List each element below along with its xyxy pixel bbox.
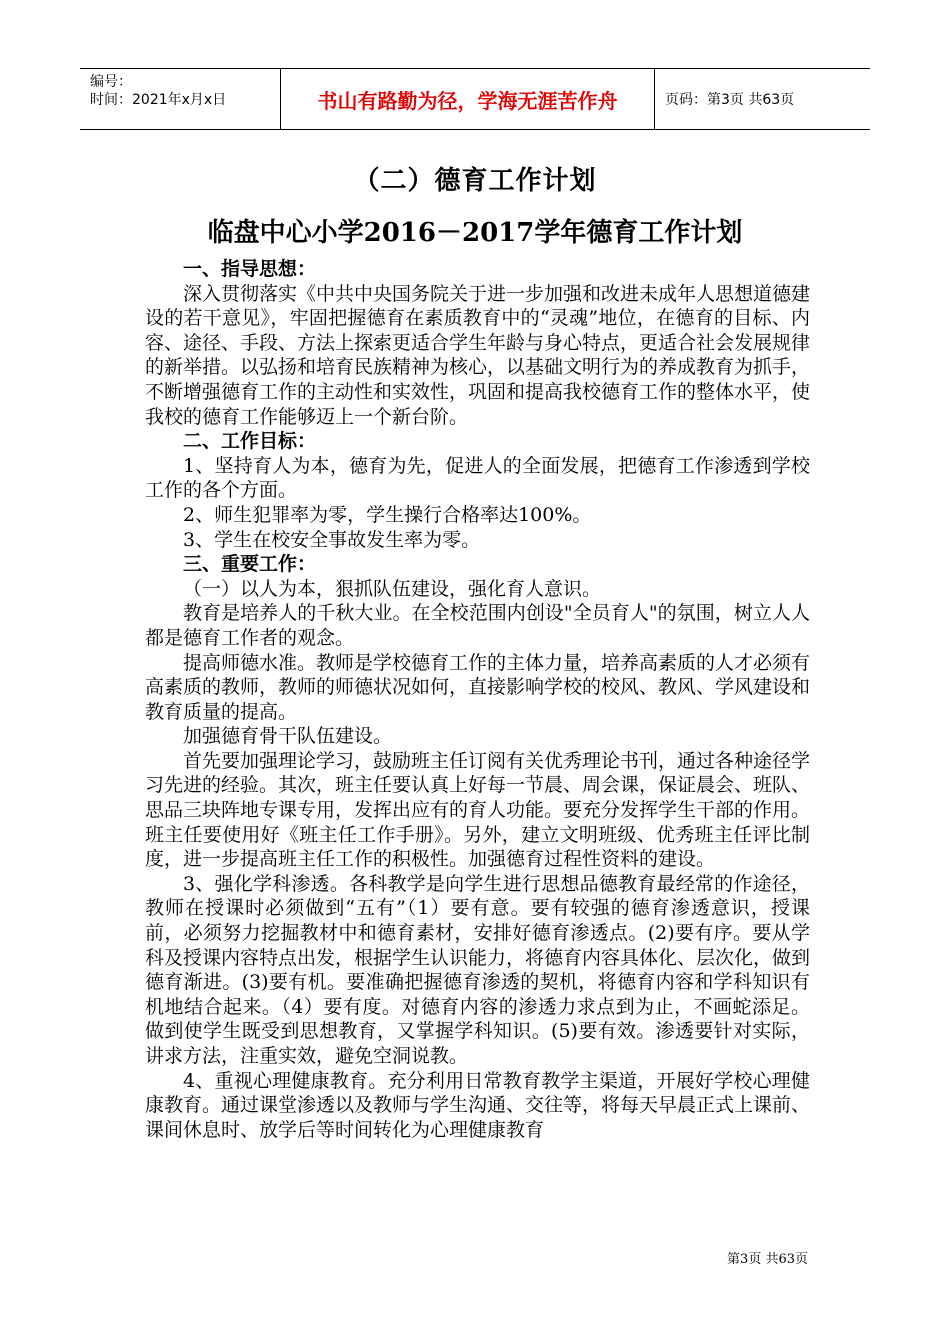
section-heading: 二、工作目标： <box>183 430 317 453</box>
body-paragraph: 2、师生犯罪率为零，学生操行合格率达100%。 <box>183 503 592 526</box>
body-paragraph: 教育是培养人的千秋大业。在全校范围内创设"全员育人"的氛围，树立人人都是德育工作者的观念。 <box>145 602 810 649</box>
body-paragraph: 3、学生在校安全事故发生率为零。 <box>183 528 481 551</box>
document-title: （二）德育工作计划 <box>353 166 597 196</box>
body-paragraph: 3、强化学科渗透。各科教学是向学生进行思想品德教育最经常的作途径，教师在授课时必须做到“五有”（1）要有意。要有较强的德育渗透意识，授课前，必须努力挖掘教材中和德育素材，安排好德育渗透点。(2)要有序。要从学科及授课内容特点出发，根据学生认识能力，将德育内容具体化、层次化，做到德育渐进。(3)要有机。要准确把握德育渗透的契机，将德育内容和学科知识有机地结合起来。（4）要有度。对德育内容的渗透力求点到为止，不画蛇添足。做到使学生既受到思想教育，又掌握学科知识。(5)要有效。渗透要针对实际，讲求方法，注重实效，避免空洞说教。 <box>145 872 811 1067</box>
body-paragraph: （一）以人为本，狠抓队伍建设，强化育人意识。 <box>183 577 602 600</box>
body-paragraph: 4、重视心理健康教育。充分利用日常教育教学主渠道，开展好学校心理健康教育。通过课堂渗透以及教师与学生沟通、交往等，将每天早晨正式上课前、课间休息时、放学后等时间转化为心理健康教育 <box>145 1069 811 1141</box>
header-meta <box>80 69 280 129</box>
document-header <box>80 68 870 130</box>
section-heading: 三、重要工作： <box>183 553 317 576</box>
header-number: 编号： <box>90 74 132 90</box>
plan-title: 临盘中心小学2016－2017学年德育工作计划 <box>207 218 743 248</box>
header-time: 时间：2021年x月x日 <box>90 92 227 108</box>
body-paragraph: 首先要加强理论学习，鼓励班主任订阅有关优秀理论书刊，通过各种途径学习先进的经验。其次，班主任要认真上好每一节晨、周会课，保证晨会、班队、思品三块阵地专课专用，发挥出应有的育人功能。要充分发挥学生干部的作用。班主任要使用好《班主任工作手册》。另外，建立文明班级、优秀班主任评比制度，进一步提高班主任工作的积极性。加强德育过程性资料的建设。 <box>145 749 811 871</box>
header-motto: 书山有路勤为径，学海无涯苦作舟 <box>280 69 655 129</box>
body-paragraph: 提高师德水准。教师是学校德育工作的主体力量，培养高素质的人才必须有高素质的教师，教师的师德状况如何，直接影响学校的校风、教风、学风建设和教育质量的提高。 <box>145 651 811 723</box>
document-body <box>145 257 810 1142</box>
page-footer: 第3页 共63页 <box>727 1252 808 1267</box>
body-paragraph: 1、坚持育人为本，德育为先，促进人的全面发展，把德育工作渗透到学校工作的各个方面。 <box>145 454 810 502</box>
header-page-info: 页码：第3页 共63页 <box>665 92 795 108</box>
body-paragraph: 加强德育骨干队伍建设。 <box>183 725 393 748</box>
body-paragraph: 深入贯彻落实《中共中央国务院关于进一步加强和改进未成年人思想道德建设的若干意见》，牢固把握德育在素质教育中的“灵魂”地位，在德育的目标、内容、途径、手段、方法上探索更适合学生年龄与身心特点，更适合社会发展规律的新举措。以弘扬和培育民族精神为核心，以基础文明行为的养成教育为抓手，不断增强德育工作的主动性和实效性，巩固和提高我校德育工作的整体水平，使我校的德育工作能够迈上一个新台阶。 <box>145 282 811 428</box>
section-heading: 一、指导思想： <box>183 258 317 280</box>
